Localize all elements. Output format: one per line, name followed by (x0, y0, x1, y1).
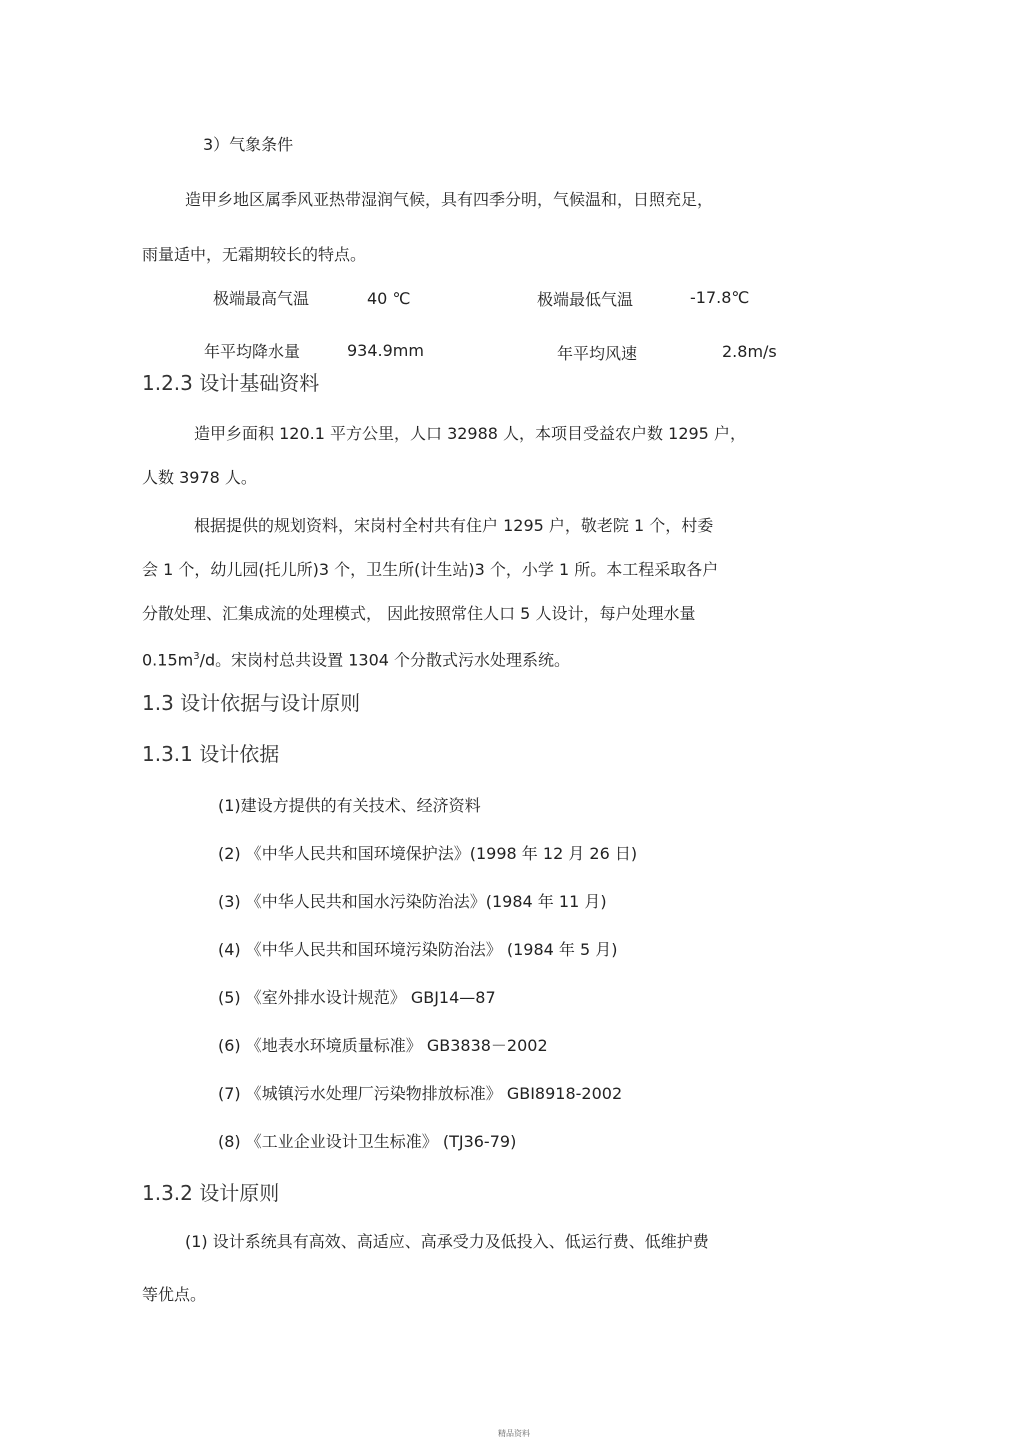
list-item: (2) 《中华人民共和国环境保护法》(1998 年 12 月 26 日) (218, 844, 638, 863)
paragraph-line: 会 1 个，幼儿园(托儿所)3 个，卫生所(计生站)3 个，小学 1 所。本工程采取各户 (142, 560, 719, 579)
climate-value: -17.8℃ (690, 288, 750, 307)
section-heading-1-3-1: 1.3.1 设计依据 (142, 742, 280, 766)
text-fragment: /d。宋岗村总共设置 1304 个分散式污水处理系统。 (199, 650, 571, 670)
list-item: (5) 《室外排水设计规范》 GBJ14—87 (218, 988, 496, 1007)
climate-value: 934.9mm (347, 341, 424, 360)
paragraph-line: 造甲乡地区属季风亚热带湿润气候，具有四季分明，气候温和，日照充足， (185, 190, 714, 209)
paragraph-line: (1) 设计系统具有高效、高适应、高承受力及低投入、低运行费、低维护费 (185, 1232, 709, 1251)
list-item: (6) 《地表水环境质量标准》 GB3838－2002 (218, 1036, 548, 1055)
superscript: 3 (193, 651, 200, 662)
section-heading-1-3-2: 1.3.2 设计原则 (142, 1181, 280, 1205)
paragraph-line: 雨量适中，无霜期较长的特点。 (142, 245, 367, 264)
list-item: (1)建设方提供的有关技术、经济资料 (218, 796, 481, 815)
list-item: (4) 《中华人民共和国环境污染防治法》 (1984 年 5 月) (218, 940, 618, 959)
list-item: (3) 《中华人民共和国水污染防治法》(1984 年 11 月) (218, 892, 607, 911)
climate-label: 年平均降水量 (204, 342, 301, 361)
climate-label: 极端最高气温 (213, 289, 310, 308)
page-footer: 精品资料 (498, 1429, 530, 1438)
paragraph-line: 等优点。 (142, 1285, 207, 1304)
climate-label: 年平均风速 (557, 344, 638, 363)
paragraph-line: 造甲乡面积 120.1 平方公里，人口 32988 人，本项目受益农户数 1295 户， (194, 424, 746, 443)
paragraph-line: 分散处理、汇集成流的处理模式， 因此按照常住人口 5 人设计，每户处理水量 (142, 604, 696, 623)
paragraph-line: 根据提供的规划资料，宋岗村全村共有住户 1295 户，敬老院 1 个，村委 (194, 516, 714, 535)
subsection-heading-meteorology: 3）气象条件 (203, 135, 294, 154)
text-fragment: 0.15m (142, 650, 194, 670)
section-heading-1-3: 1.3 设计依据与设计原则 (142, 691, 361, 715)
paragraph-line (142, 647, 570, 670)
list-item: (7) 《城镇污水处理厂污染物排放标准》 GBI8918-2002 (218, 1084, 623, 1103)
climate-value: 40 ℃ (367, 289, 411, 308)
climate-label: 极端最低气温 (537, 290, 634, 309)
paragraph-line: 人数 3978 人。 (142, 468, 257, 487)
climate-value: 2.8m/s (722, 342, 777, 361)
list-item: (8) 《工业企业设计卫生标准》 (TJ36-79) (218, 1132, 517, 1151)
section-heading-1-2-3: 1.2.3 设计基础资料 (142, 371, 320, 395)
